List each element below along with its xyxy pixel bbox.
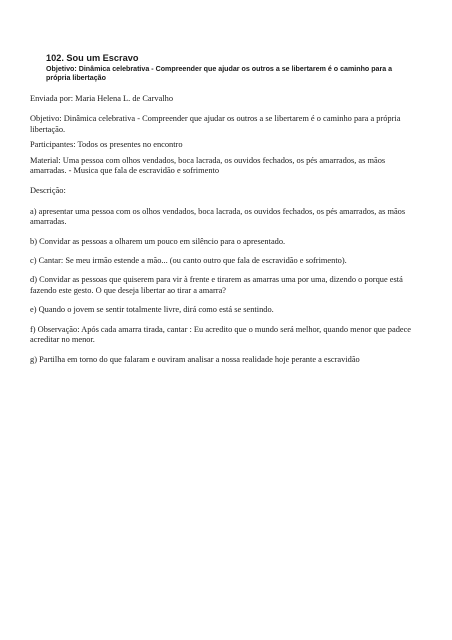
participants-paragraph: Participantes: Todos os presentes no encontro xyxy=(30,140,183,150)
description-heading: Descrição: xyxy=(30,186,66,196)
author-line: Enviada por: Maria Helena L. de Carvalho xyxy=(30,94,174,103)
step-d: d) Convidar as pessoas que quiserem para vir à frente e tirarem as amarras uma por uma, dizendo o porque está fazendo este gesto. O que deseja libertar ao tirar a amarra? xyxy=(30,275,403,295)
step-a: a) apresentar uma pessoa com os olhos vendados, boca lacrada, os ouvidos fechados, os pés amarrados, as mãos amarradas. xyxy=(30,206,406,227)
material-paragraph: Material: Uma pessoa com olhos vendados, boca lacrada, os ouvidos fechados, os pés amarrados, as mãos amarradas. - Musica que fala de escravidão e sofrimento xyxy=(30,155,386,176)
step-f: f) Observação: Após cada amarra tirada, cantar : Eu acredito que o mundo será melhor, quando menor que padece acreditar no menor. xyxy=(30,324,412,345)
document-header xyxy=(46,53,406,82)
step-c: c) Cantar: Se meu irmão estende a mão... (ou canto outro que fala de escravidão e sofrimento). xyxy=(30,256,347,266)
step-g: g) Partilha em torno do que falaram e ouviram analisar a nossa realidade hoje perante a escravidão xyxy=(30,354,360,364)
document-body xyxy=(30,94,422,365)
objective-paragraph: Objetivo: Dinâmica celebrativa - Compreender que ajudar os outros a se libertarem é o caminho para a própria libertação. xyxy=(30,114,401,134)
page-subtitle: Objetivo: Dinâmica celebrativa - Compreender que ajudar os outros a se libertarem é o caminho para a própria libertação xyxy=(46,65,393,82)
step-b: b) Convidar as pessoas a olharem um pouco em silêncio para o apresentado. xyxy=(30,236,286,246)
page-title: 102. Sou um Escravo xyxy=(46,53,139,63)
step-e: e) Quando o jovem se sentir totalmente livre, dirá como está se sentindo. xyxy=(30,305,274,315)
